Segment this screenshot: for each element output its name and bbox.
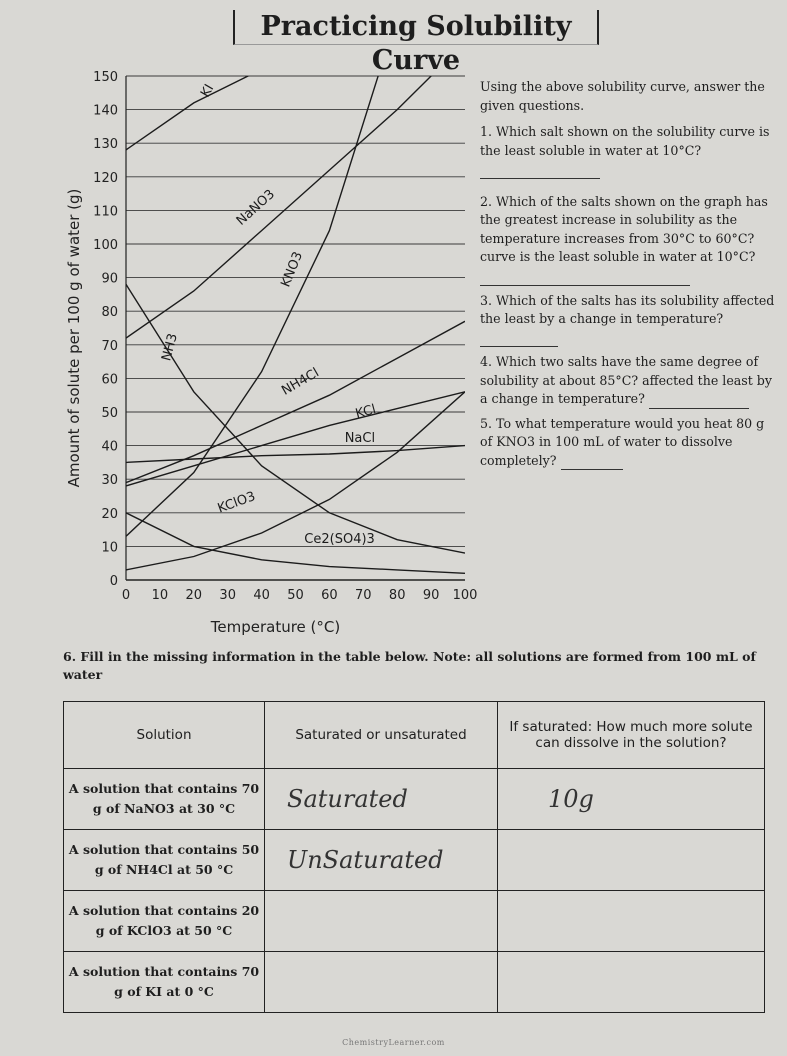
y-tick-label: 10 [101, 540, 118, 556]
questions-panel [480, 78, 775, 470]
curve-kno3 [126, 60, 465, 536]
x-tick-label: 60 [321, 588, 338, 603]
answer-table [63, 701, 765, 1013]
row-more-input[interactable] [498, 952, 765, 1013]
x-tick-label: 80 [388, 588, 406, 603]
answer-blank-1[interactable] [480, 164, 600, 179]
x-tick-label: 10 [151, 588, 169, 603]
row-solution: A solution that contains 50 g of NH4Cl at 50 °C [64, 830, 265, 891]
question-4 [480, 353, 775, 409]
question-5 [480, 415, 775, 471]
solubility-chart [0, 60, 480, 640]
y-tick-label: 40 [101, 439, 118, 455]
row-status-input[interactable] [265, 952, 498, 1013]
y-tick-label: 0 [109, 574, 118, 589]
y-axis-label: Amount of solute per 100 g of water (g) [65, 188, 83, 488]
answer-blank-4[interactable] [649, 394, 749, 409]
x-tick-label: 40 [253, 588, 270, 603]
y-tick-label: 30 [101, 473, 118, 489]
y-tick-label: 50 [101, 406, 118, 421]
curve-label: NaNO3 [233, 186, 278, 229]
question-5-text: 5. To what temperature would you heat 80 g of KNO3 in 100 mL of water to dissolve completely? [480, 415, 765, 468]
answer-blank-3[interactable] [480, 332, 558, 347]
curve-label: NH3 [159, 331, 181, 363]
curve-label: NaCl [344, 431, 376, 447]
curve-ki [126, 60, 465, 150]
x-tick-label: 20 [185, 588, 203, 603]
footer-credit: ChemistryLearner.com [342, 1038, 445, 1047]
y-tick-label: 70 [101, 338, 118, 354]
x-axis-label: Temperature (°C) [210, 618, 341, 636]
table-row [64, 830, 765, 891]
y-tick-label: 80 [101, 305, 118, 321]
header-solution: Solution [64, 702, 265, 769]
row-more-input[interactable] [498, 830, 765, 891]
row-solution: A solution that contains 20 g of KClO3 at 50 °C [64, 891, 265, 952]
y-tick-label: 100 [93, 238, 118, 253]
table-row [64, 769, 765, 830]
header-how-much: If saturated: How much more solute can dissolve in the solution? [498, 702, 765, 769]
question-1-text: 1. Which salt shown on the solubility curve is the least soluble in water at 10°C? [480, 124, 770, 158]
question-6: 6. Fill in the missing information in the table below. Note: all solutions are formed from 100 mL of water [63, 649, 756, 682]
page-title: Practicing Solubility Curve [233, 10, 599, 45]
curve-label: KClO3 [215, 489, 258, 517]
y-tick-label: 60 [101, 372, 118, 388]
y-tick-label: 120 [93, 170, 118, 186]
x-tick-label: 70 [355, 588, 372, 603]
y-tick-label: 110 [93, 204, 118, 220]
question-1 [480, 123, 775, 179]
x-tick-label: 30 [219, 588, 236, 603]
curve-label: Ce2(SO4)3 [304, 532, 375, 548]
row-status-input[interactable] [265, 891, 498, 952]
x-tick-label: 100 [452, 588, 478, 603]
y-tick-label: 140 [93, 103, 118, 119]
y-tick-label: 90 [101, 271, 118, 287]
curve-label: KNO3 [278, 249, 307, 290]
questions-intro: Using the above solubility curve, answer the given questions. [480, 79, 765, 113]
y-tick-label: 20 [101, 506, 118, 522]
header-saturated: Saturated or unsaturated [265, 702, 498, 769]
curve-kcl [126, 392, 465, 486]
x-tick-label: 90 [422, 588, 440, 603]
table-row [64, 952, 765, 1013]
question-2 [480, 193, 775, 286]
row-solution: A solution that contains 70 g of NaNO3 at 30 °C [64, 769, 265, 830]
table-row [64, 891, 765, 952]
curve-nacl [126, 446, 465, 463]
curve-label: KCl [353, 402, 378, 422]
y-tick-label: 150 [93, 70, 118, 85]
row-solution: A solution that contains 70 g of KI at 0 °C [64, 952, 265, 1013]
table-header-row [64, 702, 765, 769]
row-more-input[interactable] [498, 891, 765, 952]
question-3 [480, 292, 775, 348]
row-status-input[interactable]: Saturated [265, 769, 498, 830]
row-more-input[interactable]: 10g [498, 769, 765, 830]
x-tick-label: 0 [121, 588, 131, 603]
curve-label: NH4Cl [279, 365, 322, 399]
x-tick-label: 50 [287, 588, 304, 603]
question-4-text: 4. Which two salts have the same degree of solubility at about 85°C? affected the least by a change in temperature? [480, 354, 772, 406]
curve-label: KI [198, 81, 218, 101]
answer-blank-5[interactable] [561, 455, 623, 470]
question-2-text: 2. Which of the salts shown on the graph has the greatest increase in solubility as the temperature increases from 30°C to 60°C?curve is the least soluble in water at 10°C? [480, 193, 768, 264]
row-status-input[interactable]: UnSaturated [265, 830, 498, 891]
answer-blank-2[interactable] [480, 271, 690, 286]
curve-nano3 [126, 60, 465, 338]
y-tick-label: 130 [93, 137, 118, 153]
question-3-text: 3. Which of the salts has its solubility affected the least by a change in temperature? [480, 292, 775, 326]
